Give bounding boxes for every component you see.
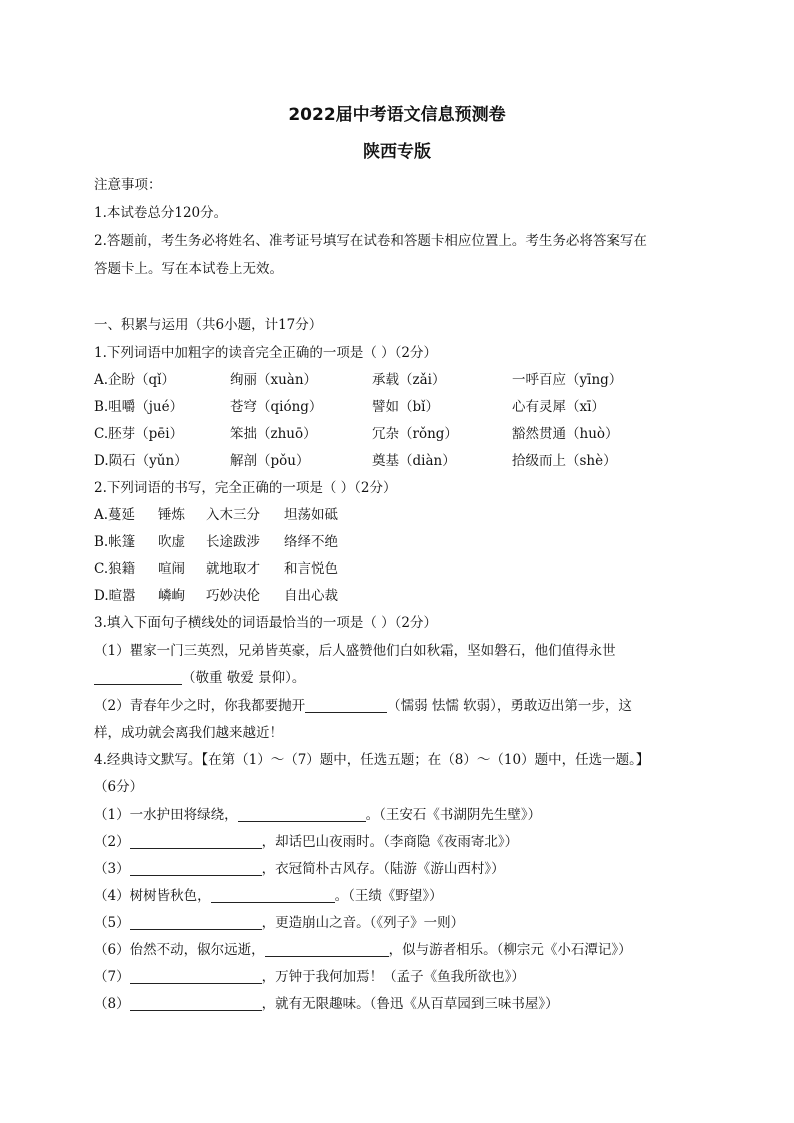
notice-item-2: 2.答题前，考生务必将姓名、准考证号填写在试卷和答题卡相应位置上。考生务必将答案写在 (94, 233, 647, 249)
question-2-option-d (94, 586, 338, 606)
recitation-prompt: （1）一水护田将绿绕， (94, 807, 238, 823)
question-3-part-2-choices: （懦弱 怯懦 软弱），勇敢迈出第一步，这 (387, 698, 632, 714)
answer-blank[interactable] (130, 996, 262, 1011)
exam-subtitle: 陕西专版 (363, 142, 431, 162)
option-word: C.狼籍 (94, 561, 136, 577)
option-cell: 奠基（diàn） (372, 453, 456, 469)
notice-heading: 注意事项： (94, 177, 162, 193)
exam-title: 2022届中考语文信息预测卷 (288, 105, 506, 125)
option-word: 入木三分 (206, 507, 260, 523)
answer-blank[interactable] (130, 969, 262, 984)
option-word: 锤炼 (158, 507, 185, 523)
answer-blank[interactable] (130, 915, 262, 930)
notice-item-2-cont: 答题卡上。写在本试卷上无效。 (94, 261, 283, 277)
option-cell: 绚丽（xuàn） (230, 372, 318, 388)
recitation-prompt: （6）佁然不动，俶尔远逝， (94, 942, 265, 958)
notice-item-1: 1.本试卷总分120分。 (94, 205, 228, 221)
recitation-item-5 (94, 913, 464, 933)
recitation-source: 。（王绩《野望》） (334, 888, 443, 904)
recitation-item-4 (94, 886, 443, 906)
recitation-source: ，更造崩山之音。（《列子》一则） (261, 915, 465, 931)
question-1-option-a (94, 370, 714, 390)
question-2-option-a (94, 505, 338, 525)
question-4-stem: 4.经典诗文默写。【在第（1）～（7）题中，任选五题；在（8）～（10）题中，任选一题。】 (94, 752, 650, 768)
recitation-prompt: （3） (94, 861, 130, 877)
recitation-source: ，万钟于我何加焉！（孟子《鱼我所欲也》） (261, 969, 525, 985)
option-cell: 承载（zǎi） (372, 372, 446, 388)
option-cell: C.胚芽（pēi） (94, 426, 184, 442)
question-3-part-1-cont (94, 668, 305, 688)
option-word: 嶙峋 (158, 588, 185, 604)
answer-blank[interactable] (211, 888, 335, 903)
option-cell: 譬如（bǐ） (372, 399, 439, 415)
recitation-prompt: （4）树树皆秋色， (94, 888, 211, 904)
recitation-source: 。（王安石《书湖阴先生壁》） (365, 807, 542, 823)
option-word: D.暄嚣 (94, 588, 136, 604)
answer-blank[interactable] (130, 861, 262, 876)
answer-blank[interactable] (94, 670, 182, 685)
option-word: 坦荡如砥 (284, 507, 338, 523)
option-cell: D.陨石（yǔn） (94, 453, 188, 469)
option-cell: A.企盼（qǐ） (94, 372, 175, 388)
recitation-source: ，就有无限趣味。（鲁迅《从百草园到三味书屋》） (261, 996, 559, 1012)
question-2-stem: 2.下列词语的书写，完全正确的一项是（ ）（2分） (94, 480, 397, 496)
option-word: 和言悦色 (284, 561, 338, 577)
option-word: 长途跋涉 (206, 534, 260, 550)
answer-blank[interactable] (265, 942, 389, 957)
answer-blank[interactable] (305, 698, 387, 713)
question-3-part-1-choices: （敬重 敬爱 景仰）。 (182, 670, 306, 686)
option-word: 吹虚 (158, 534, 185, 550)
option-word: 自出心裁 (284, 588, 338, 604)
question-2-option-b (94, 532, 338, 552)
recitation-item-3 (94, 859, 505, 879)
answer-blank[interactable] (238, 807, 366, 822)
option-cell: 笨拙（zhuō） (230, 426, 317, 442)
question-1-option-c (94, 424, 714, 444)
question-3-stem: 3.填入下面句子横线处的词语最恰当的一项是（ ）（2分） (94, 615, 438, 631)
recitation-prompt: （7） (94, 969, 130, 985)
recitation-item-7 (94, 967, 525, 987)
question-1-stem: 1.下列词语中加粗字的读音完全正确的一项是（ ）（2分） (94, 345, 438, 361)
recitation-item-1 (94, 805, 541, 825)
option-cell: 心有灵犀（xī） (512, 399, 605, 415)
recitation-source: ，却话巴山夜雨时。（李商隐《夜雨寄北》） (261, 834, 519, 850)
option-cell: B.咀嚼（jué） (94, 399, 184, 415)
option-word: 巧妙决伦 (206, 588, 260, 604)
recitation-item-2 (94, 832, 518, 852)
recitation-prompt: （5） (94, 915, 130, 931)
question-3-part-2-cont: 样，成功就会离我们越来越近！ (94, 725, 283, 741)
option-cell: 解剖（pǒu） (230, 453, 310, 469)
section-heading: 一、积累与运用（共6小题，计17分） (94, 317, 323, 333)
option-word: 就地取才 (206, 561, 260, 577)
recitation-item-8 (94, 994, 559, 1014)
option-word: 络绎不绝 (284, 534, 338, 550)
option-cell: 苍穹（qióng） (230, 399, 323, 415)
question-3-part-2-text: （2）青春年少之时，你我都要抛开 (94, 698, 306, 714)
question-1-option-d (94, 451, 714, 471)
recitation-source: ，似与游者相乐。（柳宗元《小石潭记》） (388, 942, 632, 958)
question-4-score: （6分） (94, 779, 144, 795)
option-word: 喧闹 (158, 561, 185, 577)
option-word: B.帐篷 (94, 534, 136, 550)
recitation-source: ，衣冠简朴古风存。（陆游《游山西村》） (261, 861, 505, 877)
question-3-part-2 (94, 696, 632, 716)
question-1-option-b (94, 397, 714, 417)
answer-blank[interactable] (130, 834, 262, 849)
option-cell: 拾级而上（shè） (512, 453, 617, 469)
option-cell: 豁然贯通（huò） (512, 426, 619, 442)
question-2-option-c (94, 559, 338, 579)
recitation-item-6 (94, 940, 632, 960)
option-cell: 一呼百应（yīng） (512, 372, 623, 388)
option-word: A.蔓延 (94, 507, 136, 523)
recitation-prompt: （8） (94, 996, 130, 1012)
question-3-part-1: （1）瞿家一门三英烈，兄弟皆英豪，后人盛赞他们白如秋霜，坚如磐石，他们值得永世 (94, 643, 616, 659)
option-cell: 冗杂（rǒng） (372, 426, 458, 442)
recitation-prompt: （2） (94, 834, 130, 850)
